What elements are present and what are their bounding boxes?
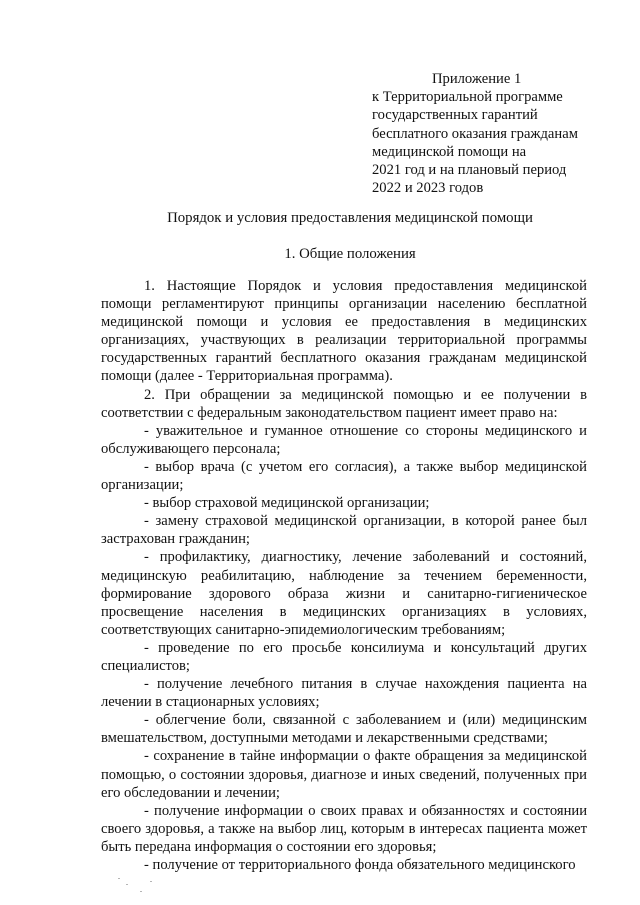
list-item: - сохранение в тайне информации о факте обращения за медицинской помощью, о состоянии здоровья, диагнозе и иных сведений, полученных при его обследовании и лечении; [101, 748, 587, 801]
appendix-line: медицинской помощи на [372, 143, 527, 160]
list-item: - получение лечебного питания в случае нахождения пациента на лечении в стационарных условиях; [101, 676, 587, 711]
list-item: - замену страховой медицинской организации, в которой ранее был застрахован гражданин; [101, 513, 587, 548]
paragraph: 1. Настоящие Порядок и условия предоставления медицинской помощи регламентируют принципы организации населению бесплатной медицинской помощи и условия ее предоставления в медицинских организациях, участвующих в реализации территориальной программы государственных гарантий бесплатного оказания гражданам медицинской помощи (далее - Территориальная программа). [101, 278, 587, 385]
appendix-line: Приложение 1 [432, 71, 522, 87]
list-item: - получение от территориального фонда обязательного медицинского [144, 857, 576, 873]
scan-speck [140, 891, 142, 892]
list-item: - получение информации о своих правах и обязанностях и состоянии своего здоровья, а также на выбор лиц, которым в интересах пациента может быть передана информация о состоянии его здоровья; [101, 802, 587, 855]
scan-speck [126, 884, 128, 885]
appendix-header [372, 70, 612, 197]
list-item: - выбор врача (с учетом его согласия), а также выбор медицинской организации; [101, 458, 587, 494]
list-item: - выбор страховой медицинской организации; [144, 495, 430, 512]
scan-speck [150, 881, 152, 882]
appendix-line: 2021 год и на плановый период [372, 162, 567, 179]
body-text [101, 277, 587, 874]
list-item: - профилактику, диагностику, лечение заболеваний и состояний, медицинскую реабилитацию, наблюдение за течением беременности, формирование здорового образа жизни и санитарно-гигиеническое просвещение населения в медицинских организациях в условиях, соответствующих санитарно-эпидемиологическим требованиям; [101, 549, 587, 638]
scan-speck [118, 878, 120, 879]
paragraph: 2. При обращении за медицинской помощью и ее получении в соответствии с федеральным законодательством пациент имеет право на: [101, 386, 587, 421]
list-item: - проведение по его просьбе консилиума и консультаций других специалистов; [101, 639, 587, 674]
appendix-line: государственных гарантий [372, 107, 538, 124]
appendix-line: бесплатного оказания гражданам [372, 125, 578, 142]
list-item: - уважительное и гуманное отношение со стороны медицинского и обслуживающего персонала; [101, 422, 587, 457]
appendix-line: 2022 и 2023 годов [372, 180, 484, 197]
section-heading: 1. Общие положения [284, 246, 416, 262]
document-title: Порядок и условия предоставления медицинской помощи [167, 210, 533, 226]
appendix-line: к Территориальной программе [372, 89, 563, 106]
list-item: - облегчение боли, связанной с заболеванием и (или) медицинским вмешательством, доступными методами и лекарственными средствами; [101, 712, 587, 747]
